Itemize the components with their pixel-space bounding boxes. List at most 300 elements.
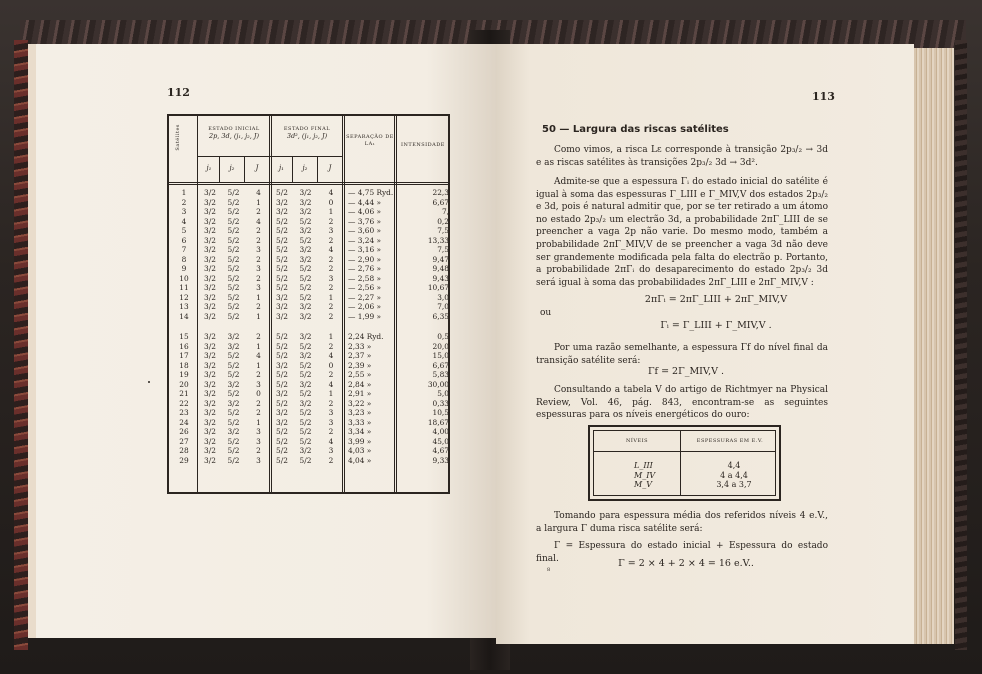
table-cell: 21 [179, 389, 189, 398]
value-MIV: 4 a 4,4 [720, 470, 748, 480]
table-cell: 3 [328, 408, 334, 417]
table-row [169, 351, 448, 361]
table-cell: 7 [181, 245, 187, 254]
table-cell: 2,39 » [348, 360, 372, 370]
table-row [169, 283, 448, 293]
table-cell: 5/2 [299, 341, 312, 351]
table-cell: 3/2 [299, 207, 312, 216]
table-cell: 10 [179, 273, 189, 283]
table-cell: 3/2 [204, 273, 216, 283]
table-cell: 5/2 [227, 216, 240, 226]
table-cell: 5/2 [276, 455, 288, 465]
header-thickness: ESPESSURAS EM E.V. [696, 438, 764, 444]
table-row [169, 188, 448, 198]
table-cell: — 3,76 » [348, 216, 382, 226]
page-edges-right [914, 48, 954, 644]
table-cell: 2 [328, 370, 334, 379]
levels-table [588, 425, 781, 501]
table-cell: 5/2 [227, 417, 240, 427]
table-cell: 2 [256, 370, 261, 379]
table-cell: — 3,60 » [348, 226, 382, 235]
book-cover-right [955, 40, 967, 650]
header-initial-state: ESTADO INICIAL 2p, 3d, (j₁, j₂, J) [208, 126, 260, 140]
table-row [169, 408, 448, 418]
table-cell: 3/2 [299, 254, 312, 264]
table-cell: 5/2 [276, 379, 288, 389]
sub-J-final: J [328, 164, 332, 172]
table-cell: 29 [179, 455, 189, 465]
table-cell: 5/2 [299, 292, 312, 302]
table-cell: 1 [256, 360, 261, 370]
header-levels: NÍVEIS [625, 438, 648, 444]
right-page [496, 44, 914, 644]
table-cell: 24 [179, 417, 189, 427]
table-cell: 4 [328, 188, 334, 197]
table-cell: 4 [328, 379, 334, 389]
header-final-state: ESTADO FINAL 3d², (j₁, j₂, J) [283, 126, 331, 140]
table-cell: 0,33 [432, 398, 449, 408]
level-LIII: L_III [634, 461, 653, 470]
table-cell: — 2,76 » [348, 264, 382, 273]
table-cell: 4,00 [432, 427, 449, 436]
table-cell: 5/2 [227, 273, 240, 283]
table-cell: 3,33 » [348, 417, 372, 427]
table-cell: 18,67 [427, 417, 449, 427]
table-cell: 3/2 [204, 188, 216, 197]
table-cell: 7, [441, 207, 449, 216]
table-row [169, 302, 448, 312]
table-cell: 2 [328, 455, 334, 465]
table-cell: 5/2 [227, 311, 240, 321]
table-cell: 4 [256, 188, 261, 197]
sub-j1: j₁ [206, 164, 212, 172]
table-cell: 13 [179, 302, 189, 311]
equation-3: Γf = 2Γ_MIV,V . [647, 366, 725, 377]
table-cell: 5/2 [227, 283, 240, 292]
table-cell: 5/2 [299, 216, 312, 226]
table-cell: 3,34 » [348, 427, 372, 436]
table-row [169, 456, 448, 466]
table-cell: 3/2 [204, 351, 216, 360]
table-cell: 3/2 [299, 197, 312, 207]
paragraph-2: Admite-se que a espessura Γᵢ do estado inicial do satélite é igual à soma das espessuras Γ_LIII e Γ_MIV,V dos estados 2p₃/₂ e 3d, pois é natural admitir que, por se ter retirado a um átomo no estado 2p₃/₂ um electrão 3d, a probabilidade 2πΓ_LIII de se preencher a vaga 2p não varie. Do mesmo modo, também a probabilidade 2πΓ_MIV,V de se preencher a vaga 3d não deve ser grandemente modificada pela falta do electrão p. Portanto, a probabilidade 2πΓᵢ do desaparecimento do estado 2p₃/₂ 3d será igual à soma das probabilidades 2πΓ_LIII e 2πΓ_MIV,V : [536, 177, 828, 288]
value-MV: 3,4 a 3,7 [716, 480, 752, 489]
table-cell: 3/2 [204, 216, 216, 226]
table-cell: 4,67 [432, 446, 449, 455]
table-cell: 3 [256, 436, 261, 446]
table-cell: 4 [328, 245, 334, 254]
table-cell: 3/2 [299, 188, 312, 197]
table-cell: 15,0 [432, 351, 449, 360]
table-cell: 1 [328, 207, 334, 216]
header-satellites: Satélites [175, 124, 181, 151]
ink-dot [148, 381, 150, 383]
table-cell: 2 [328, 216, 334, 226]
sub-J: J [255, 164, 259, 172]
table-cell: — 3,24 » [348, 235, 382, 245]
table-row [169, 361, 448, 371]
table-cell: 2,91 » [348, 389, 372, 398]
table-row [169, 437, 448, 447]
table-cell: 20,0 [432, 341, 449, 351]
table-cell: 45,0 [432, 436, 449, 446]
table-cell: 3 [328, 446, 334, 455]
table-cell: 2 [256, 235, 261, 245]
table-cell: 5/2 [299, 427, 312, 436]
table-cell: 3/2 [204, 398, 216, 408]
table-cell: — 2,90 » [348, 254, 382, 264]
table-cell: 3/2 [276, 408, 288, 417]
table-cell: 5/2 [276, 351, 288, 360]
table-cell: 4 [328, 436, 334, 446]
table-cell: 3,22 » [348, 398, 372, 408]
table-row [169, 380, 448, 390]
table-row [169, 245, 448, 255]
table-cell: 1 [181, 188, 187, 197]
table-cell: 3/2 [276, 311, 288, 321]
table-row [169, 342, 448, 352]
table-cell: 2 [256, 408, 261, 417]
table-cell: 2 [256, 207, 261, 216]
table-cell: 1 [256, 197, 261, 207]
table-cell: 9,48 [432, 264, 449, 273]
table-cell: 3/2 [204, 417, 216, 427]
table-cell: 5/2 [276, 245, 288, 254]
table-cell: 5/2 [276, 436, 288, 446]
table-cell: 12 [179, 292, 189, 302]
table-cell: 5/2 [276, 283, 288, 292]
paragraph-1: Como vimos, a risca Lε corresponde à transição 2p₃/₂ → 3d e as riscas satélites às transições 2p₃/₂ 3d → 3d². [536, 145, 828, 168]
table-cell: 5/2 [299, 455, 312, 465]
table-cell: 5/2 [299, 408, 312, 417]
equation-4: Γ = Espessura do estado inicial + Espessura do estado final. [536, 541, 828, 564]
table-cell: 2 [256, 332, 261, 341]
table-cell: 3/2 [276, 197, 288, 207]
table-cell: 3/2 [204, 264, 216, 273]
left-page [28, 44, 496, 638]
table-cell: 3/2 [299, 311, 312, 321]
table-cell: 2 [256, 254, 261, 264]
table-cell: 5 [181, 226, 187, 235]
table-cell: 3/2 [227, 427, 240, 436]
table-cell: 19 [179, 370, 189, 379]
table-cell: 5/2 [276, 188, 288, 197]
table-cell: 3/2 [276, 302, 288, 311]
table-cell: 5/2 [276, 370, 288, 379]
table-cell: 5/2 [227, 351, 240, 360]
table-cell: 3/2 [227, 332, 240, 341]
table-cell: 3/2 [227, 341, 240, 351]
table-cell: 1 [256, 292, 261, 302]
table-cell: 2 [328, 283, 334, 292]
table-cell: 5/2 [227, 302, 240, 311]
table-cell: 3/2 [276, 389, 288, 398]
header-separation: SEPARAÇÃO DE LΑ₁ [346, 134, 394, 147]
text-ou: ou [540, 308, 552, 318]
table-cell: 23 [179, 408, 189, 417]
table-cell: 11 [179, 283, 189, 292]
table-cell: 4,03 » [348, 446, 372, 455]
table-cell: 3/2 [204, 408, 216, 417]
table-cell: 5/2 [276, 332, 288, 341]
table-cell: 5/2 [227, 226, 240, 235]
table-cell: 3/2 [299, 332, 312, 341]
table-cell: 2 [181, 197, 187, 207]
table-cell: 30,00 [427, 379, 449, 389]
table-cell: 20 [179, 379, 189, 389]
book-cover-left [14, 40, 28, 650]
table-cell: 3/2 [299, 226, 312, 235]
table-cell: 18 [179, 360, 189, 370]
table-cell: 3 [256, 283, 261, 292]
table-cell: 3 [256, 264, 261, 273]
table-row [169, 418, 448, 428]
table-cell: 5/2 [299, 273, 312, 283]
table-cell: — 1,99 » [348, 311, 382, 321]
table-cell: 1 [256, 417, 261, 427]
table-cell: 5/2 [227, 235, 240, 245]
table-cell: 5/2 [276, 446, 288, 455]
table-cell: 4 [181, 216, 187, 226]
table-cell: 15 [179, 332, 189, 341]
table-cell: 3/2 [204, 379, 216, 389]
table-body [169, 188, 448, 465]
table-cell: 3/2 [204, 197, 216, 207]
table-cell: 5/2 [276, 273, 288, 283]
table-cell: 3/2 [299, 398, 312, 408]
table-cell: 1 [256, 311, 261, 321]
table-cell: 5/2 [299, 389, 312, 398]
table-cell: 3/2 [204, 226, 216, 235]
table-cell: 3/2 [227, 398, 240, 408]
table-cell: 10,67 [427, 283, 449, 292]
table-cell: 1 [328, 292, 334, 302]
table-cell: 3/2 [299, 302, 312, 311]
table-cell: 6,67 [432, 360, 449, 370]
table-row [169, 207, 448, 217]
table-cell: 5/2 [227, 389, 240, 398]
sub-j2: j₂ [229, 164, 235, 172]
table-cell: 22 [179, 398, 189, 408]
table-cell: 3 [256, 427, 261, 436]
table-cell: 3/2 [299, 351, 312, 360]
table-cell: 5/2 [276, 264, 288, 273]
table-row [169, 236, 448, 246]
table-cell: 5/2 [299, 417, 312, 427]
table-cell: 9,33 [432, 455, 449, 465]
table-cell: 5,0 [437, 389, 449, 398]
equation-2: Γᵢ = Γ_LIII + Γ_MIV,V . [660, 320, 772, 331]
satellite-table [167, 114, 450, 494]
table-row [169, 370, 448, 380]
table-row [169, 217, 448, 227]
table-cell: 2,24 Ryd. [348, 332, 384, 341]
table-row [169, 293, 448, 303]
table-cell: 3/2 [276, 417, 288, 427]
table-cell: 3/2 [204, 370, 216, 379]
table-cell: 10,5 [432, 408, 449, 417]
table-cell: 4,04 » [348, 455, 372, 465]
table-row [169, 427, 448, 437]
paragraph-3: Por uma razão semelhante, a espessura Γf do nível final da transição satélite será: [536, 343, 828, 366]
table-cell: 2,84 » [348, 379, 372, 389]
table-cell: 3 [256, 245, 261, 254]
table-cell: 6,35 [432, 311, 449, 321]
table-cell: 16 [179, 341, 189, 351]
level-MIV: M_IV [634, 470, 656, 480]
table-cell: 5/2 [299, 264, 312, 273]
equation-1: 2πΓᵢ = 2πΓ_LIII + 2πΓ_MIV,V [644, 294, 788, 305]
table-cell: 5/2 [276, 254, 288, 264]
table-cell: 5/2 [227, 436, 240, 446]
table-cell: 3/2 [299, 245, 312, 254]
table-cell: 3/2 [204, 311, 216, 321]
table-cell: 3/2 [276, 360, 288, 370]
table-row [169, 198, 448, 208]
table-cell: 3/2 [204, 389, 216, 398]
table-row [169, 226, 448, 236]
table-cell: 2,33 » [348, 341, 372, 351]
table-cell: 5/2 [227, 264, 240, 273]
page-number: 112 [167, 86, 190, 99]
table-cell: 5/2 [227, 360, 240, 370]
sub-j1-final: j₁ [279, 164, 284, 172]
table-cell: 0,5 [437, 332, 449, 341]
table-cell: 3,23 » [348, 408, 372, 417]
value-LIII: 4,4 [727, 461, 741, 470]
table-cell: 3 [328, 273, 334, 283]
table-cell: 5/2 [276, 398, 288, 408]
table-cell: 5/2 [227, 197, 240, 207]
table-cell: — 4,06 » [348, 207, 382, 216]
table-cell: 5/2 [227, 254, 240, 264]
table-cell: 5/2 [276, 235, 288, 245]
table-cell: 3 [328, 417, 334, 427]
table-row [169, 274, 448, 284]
table-cell: 28 [179, 446, 189, 455]
table-cell: 7,0 [437, 302, 449, 311]
table-cell: 2 [328, 302, 334, 311]
table-cell: 0 [328, 197, 334, 207]
table-cell: 5/2 [276, 427, 288, 436]
table-cell: 3/2 [204, 283, 216, 292]
table-cell: 3/2 [204, 436, 216, 446]
table-cell: — 2,06 » [348, 302, 382, 311]
table-cell: 2 [256, 226, 261, 235]
table-cell: 9,43 [432, 273, 449, 283]
table-cell: 2 [328, 398, 334, 408]
table-cell: 2,55 » [348, 370, 372, 379]
table-cell: 5/2 [276, 341, 288, 351]
table-cell: 3/2 [204, 446, 216, 455]
table-cell: 8 [181, 254, 187, 264]
table-cell: 5/2 [299, 283, 312, 292]
table-cell: 2 [256, 302, 261, 311]
table-cell: 3,0 [437, 292, 449, 302]
table-cell: 2 [328, 341, 334, 351]
table-cell: — 4,75 Ryd. [348, 188, 394, 197]
table-row [169, 255, 448, 265]
table-cell: 9 [181, 264, 187, 273]
table-cell: 6,67 [432, 197, 449, 207]
table-cell: 3/2 [299, 446, 312, 455]
table-cell: — 3,16 » [348, 245, 382, 254]
table-cell: 3/2 [204, 455, 216, 465]
table-cell: 0,2 [437, 216, 449, 226]
table-cell: 3/2 [276, 207, 288, 216]
table-cell: 2 [256, 446, 261, 455]
table-cell: 2 [328, 235, 334, 245]
table-row [169, 399, 448, 409]
table-cell: 7,5 [437, 226, 449, 235]
table-cell: 3/2 [204, 302, 216, 311]
table-cell: 3 [328, 226, 334, 235]
table-cell: 3/2 [204, 427, 216, 436]
table-cell: 3/2 [204, 341, 216, 351]
table-cell: 17 [179, 351, 189, 360]
table-cell: 3 [181, 207, 187, 216]
table-cell: 5/2 [299, 436, 312, 446]
table-cell: 5/2 [276, 216, 288, 226]
table-cell: 2,37 » [348, 351, 372, 360]
table-cell: 1 [256, 341, 261, 351]
table-cell: 5/2 [299, 235, 312, 245]
table-cell: 3/2 [227, 379, 240, 389]
table-cell: 2 [328, 311, 334, 321]
table-cell: 5/2 [227, 446, 240, 455]
table-cell: 3/2 [276, 292, 288, 302]
table-cell: 4 [256, 351, 261, 360]
table-cell: 0 [328, 360, 334, 370]
table-cell: 2 [328, 254, 334, 264]
table-cell: 2 [256, 398, 261, 408]
page-number: 113 [812, 90, 835, 103]
table-cell: 3/2 [204, 254, 216, 264]
table-cell: 3/2 [299, 379, 312, 389]
table-cell: 3/2 [204, 292, 216, 302]
table-cell: 4 [328, 351, 334, 360]
table-cell: 7,5 [437, 245, 449, 254]
table-cell: 13,33 [427, 235, 449, 245]
table-cell: 4 [256, 216, 261, 226]
table-cell: 1 [328, 332, 334, 341]
table-cell: 9,47 [432, 254, 449, 264]
table-cell: 5/2 [227, 245, 240, 254]
paragraph-4: Consultando a tabela V do artigo de Richtmyer na Physical Review, Vol. 46, pág. 843, encontram-se as seguintes espessuras para os níveis energéticos do ouro: [536, 385, 828, 421]
table-row [169, 264, 448, 274]
table-cell: 5/2 [227, 188, 240, 197]
equation-5: Γ = 2 × 4 + 2 × 4 = 16 e.V.. [618, 558, 754, 569]
table-cell: 14 [179, 311, 189, 321]
table-cell: 5,83 [432, 370, 449, 379]
section-title: 50 — Largura das riscas satélites [542, 124, 729, 135]
table-cell: 3/2 [204, 245, 216, 254]
table-cell: 26 [179, 427, 189, 436]
table-cell: 5/2 [227, 370, 240, 379]
paragraph-5: Tomando para espessura média dos referidos níveis 4 e.V., a largura Γ duma risca satélite será: [536, 511, 828, 534]
table-row [169, 446, 448, 456]
table-cell: 3/2 [204, 235, 216, 245]
table-row [169, 389, 448, 399]
table-cell: 27 [179, 436, 189, 446]
level-MV: M_V [634, 480, 652, 489]
table-cell: 3,99 » [348, 436, 372, 446]
table-cell: 5/2 [227, 207, 240, 216]
table-cell: 5/2 [276, 226, 288, 235]
table-cell: 5/2 [227, 292, 240, 302]
signature-mark: 8 [547, 567, 551, 573]
table-row [169, 332, 448, 342]
